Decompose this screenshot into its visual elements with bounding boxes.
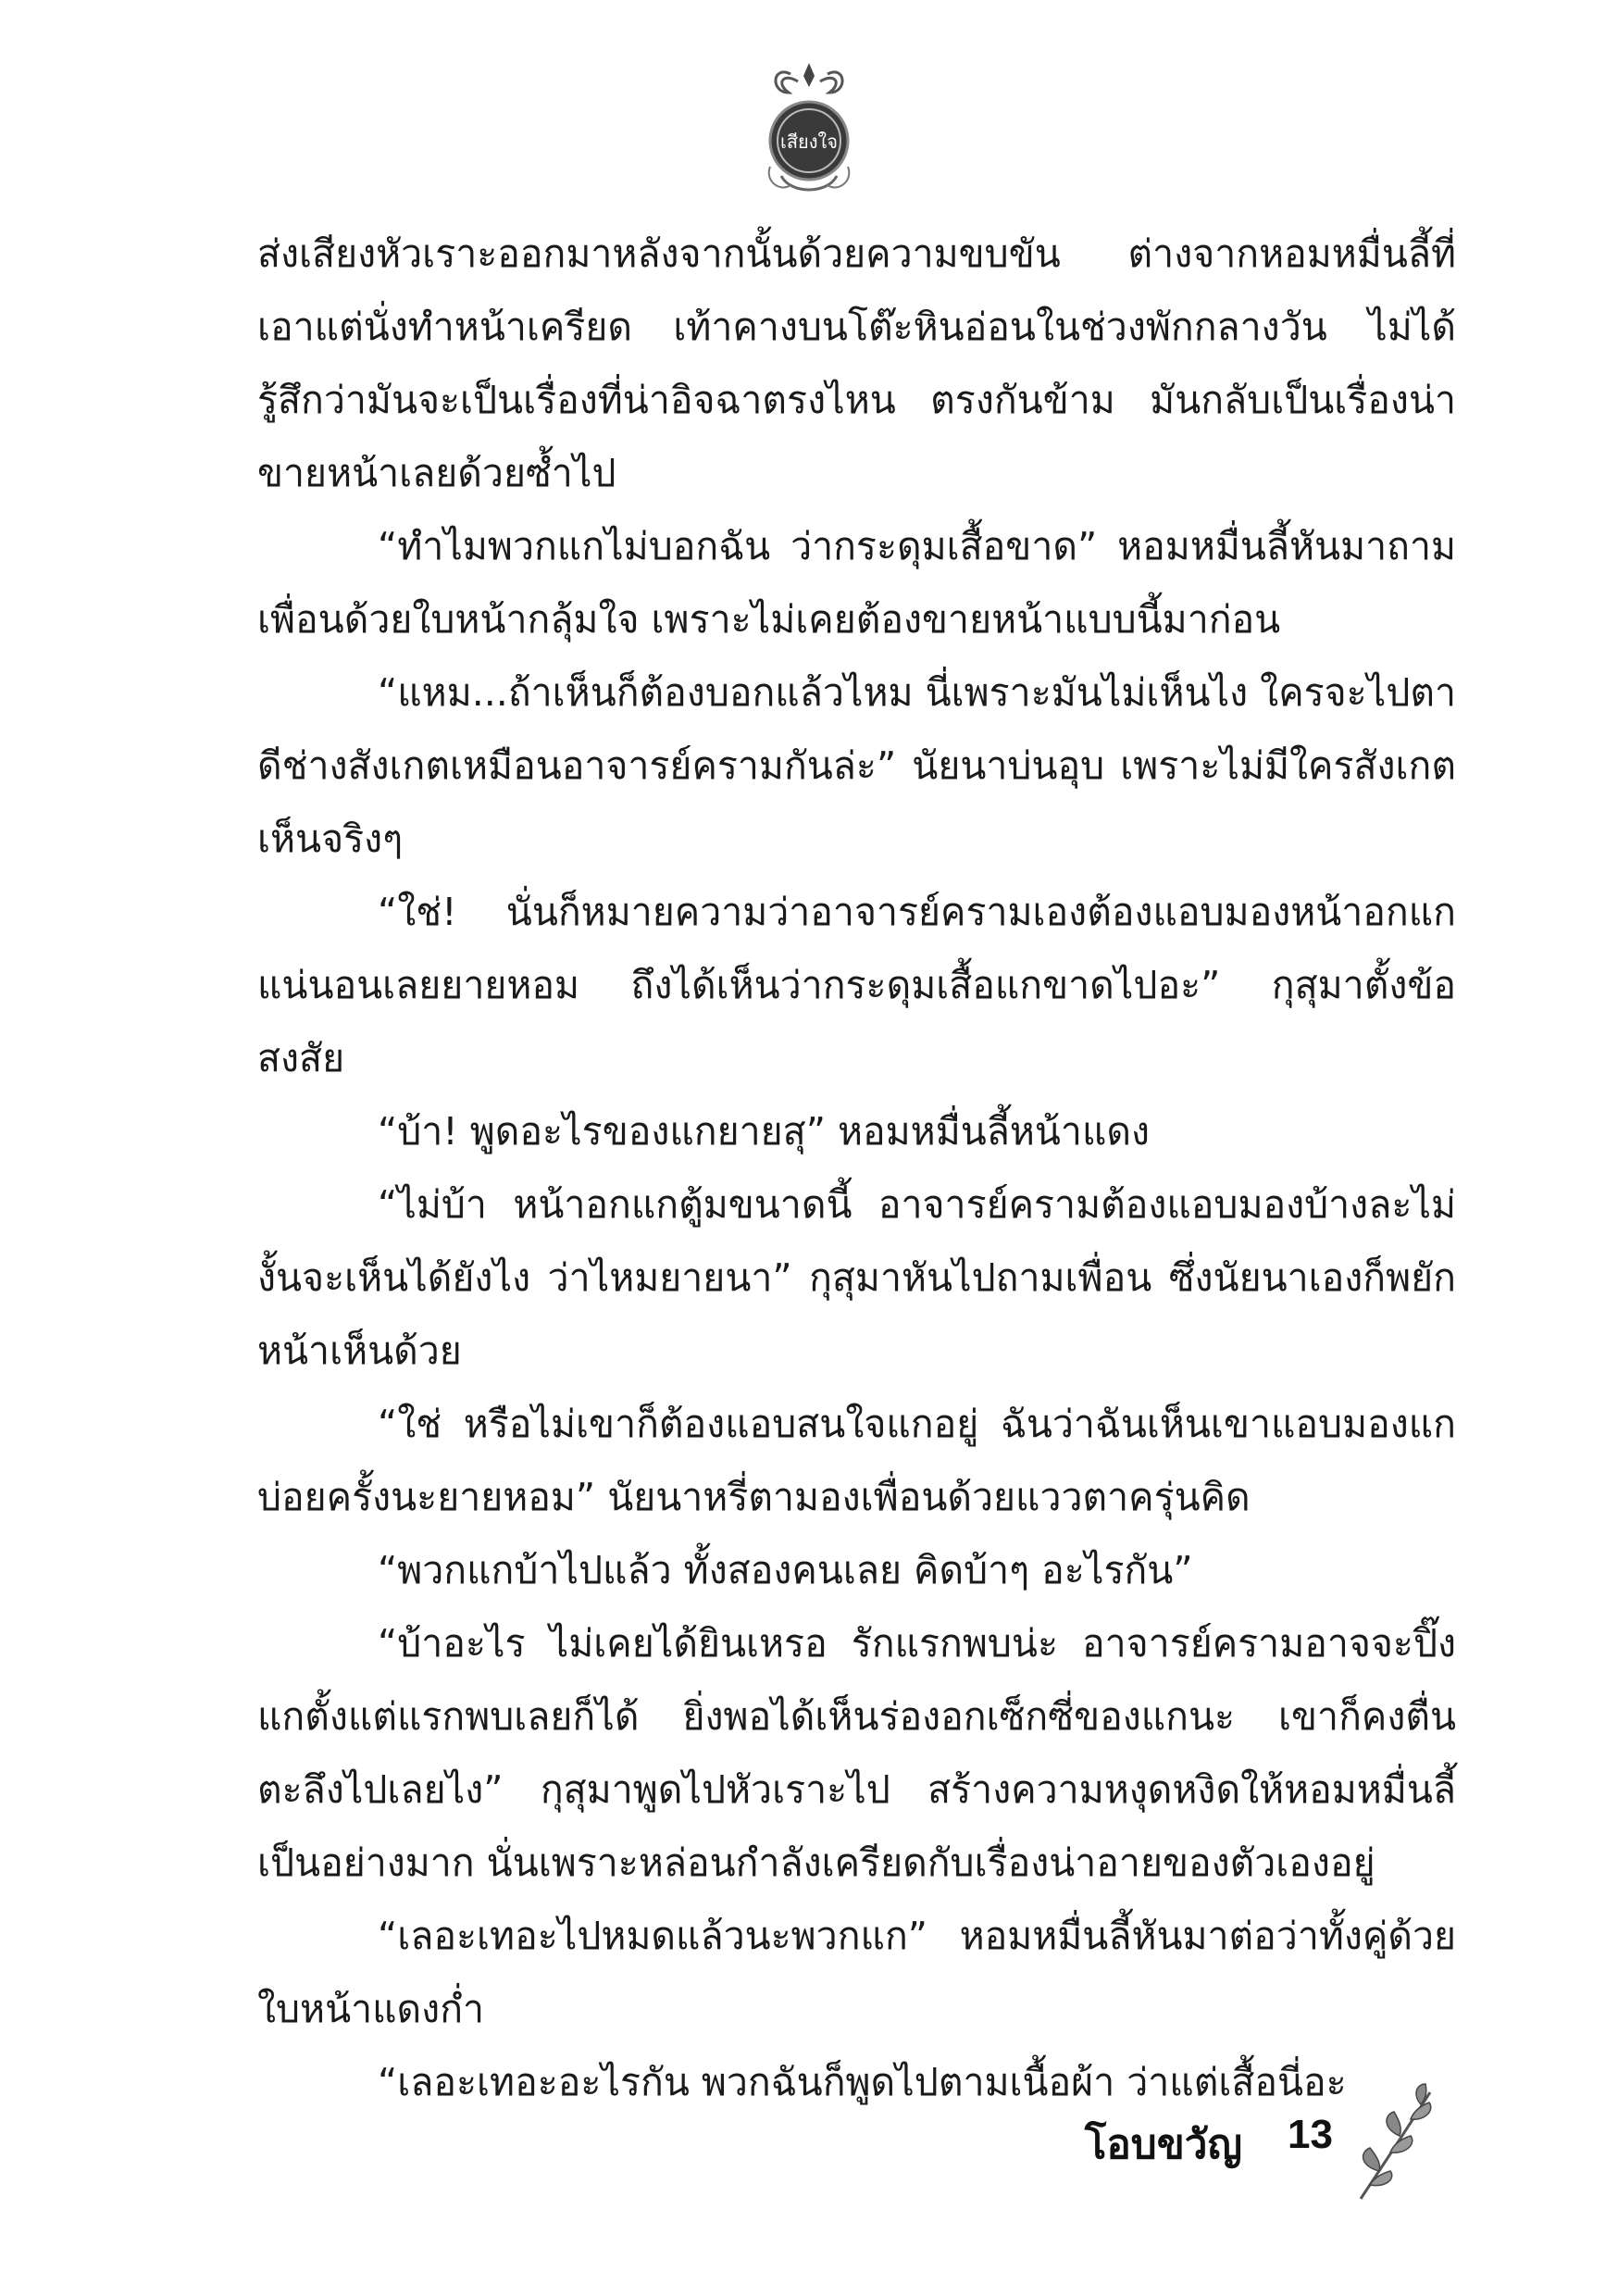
paragraph: “แหม...ถ้าเห็นก็ต้องบอกแล้วไหม นี่เพราะมันไม่เห็นไง ใครจะไปตาดีช่างสังเกตเหมือนอาจารย์ครามกันล่ะ” นัยนาบ่นอุบ เพราะไม่มีใครสังเกตเห็นจริงๆ xyxy=(257,670,1456,861)
paragraph: “พวกแกบ้าไปแล้ว ทั้งสองคนเลย คิดบ้าๆ อะไรกัน” xyxy=(378,1548,1193,1592)
paragraph: “บ้าอะไร ไม่เคยได้ยินเหรอ รักแรกพบน่ะ อาจารย์ครามอาจจะปิ๊งแกตั้งแต่แรกพบเลยก็ได้ ยิ่งพอได้เห็นร่องอกเซ็กซี่ของแกนะ เขาก็คงตื่นตะลึงไปเลยไง” กุสุมาพูดไปหัวเราะไป สร้างความหงุดหงิดให้หอมหมื่นลี้เป็นอย่างมาก นั่นเพราะหล่อนกำลังเครียดกับเรื่องน่าอายของตัวเองอยู่ xyxy=(257,1621,1456,1885)
paragraph: ส่งเสียงหัวเราะออกมาหลังจากนั้นด้วยความขบขัน ต่างจากหอมหมื่นลี้ที่เอาแต่นั่งทำหน้าเครียด เท้าคางบนโต๊ะหินอ่อนในช่วงพักกลางวัน ไม่ได้รู้สึกว่ามันจะเป็นเรื่องที่น่าอิจฉาตรงไหน ตรงกันข้าม มันกลับเป็นเรื่องน่าขายหน้าเลยด้วยซ้ำไป xyxy=(257,231,1456,495)
story-body xyxy=(257,218,1456,2119)
paragraph: “ทำไมพวกแกไม่บอกฉัน ว่ากระดุมเสื้อขาด” หอมหมื่นลี้หันมาถามเพื่อนด้วยใบหน้ากลุ้มใจ เพราะไม่เคยต้องขายหน้าแบบนี้มาก่อน xyxy=(257,524,1456,642)
paragraph: “ใช่ หรือไม่เขาก็ต้องแอบสนใจแกอยู่ ฉันว่าฉันเห็นเขาแอบมองแกบ่อยครั้งนะยายหอม” นัยนาหรี่ตามองเพื่อนด้วยแววตาครุ่นคิด xyxy=(257,1402,1456,1519)
paragraph: “เลอะเทอะอะไรกัน พวกฉันก็พูดไปตามเนื้อผ้า ว่าแต่เสื้อนี่อะ xyxy=(378,2060,1347,2104)
ornamental-crest-icon xyxy=(763,56,855,204)
paragraph: “เลอะเทอะไปหมดแล้วนะพวกแก” หอมหมื่นลี้หันมาต่อว่าทั้งคู่ด้วยใบหน้าแดงก่ำ xyxy=(257,1914,1456,2031)
book-title: โอบขวัญ xyxy=(1084,2121,1242,2168)
emblem-label: เสียงใจ xyxy=(779,131,839,153)
page-footer xyxy=(1064,2078,1453,2208)
page-number: 13 xyxy=(1288,2112,1333,2157)
leafy-sprig-icon xyxy=(1342,2078,1453,2208)
paragraph: “บ้า! พูดอะไรของแกยายสุ” หอมหมื่นลี้หน้าแดง xyxy=(378,1109,1151,1154)
paragraph: “ไม่บ้า หน้าอกแกตู้มขนาดนี้ อาจารย์ครามต้องแอบมองบ้างละไม่งั้นจะเห็นได้ยังไง ว่าไหมยายนา” กุสุมาหันไปถามเพื่อน ซึ่งนัยนาเองก็พยักหน้าเห็นด้วย xyxy=(257,1182,1456,1373)
paragraph: “ใช่! นั่นก็หมายความว่าอาจารย์ครามเองต้องแอบมองหน้าอกแกแน่นอนเลยยายหอม ถึงได้เห็นว่ากระดุมเสื้อแกขาดไปอะ” กุสุมาตั้งข้อสงสัย xyxy=(257,890,1456,1080)
